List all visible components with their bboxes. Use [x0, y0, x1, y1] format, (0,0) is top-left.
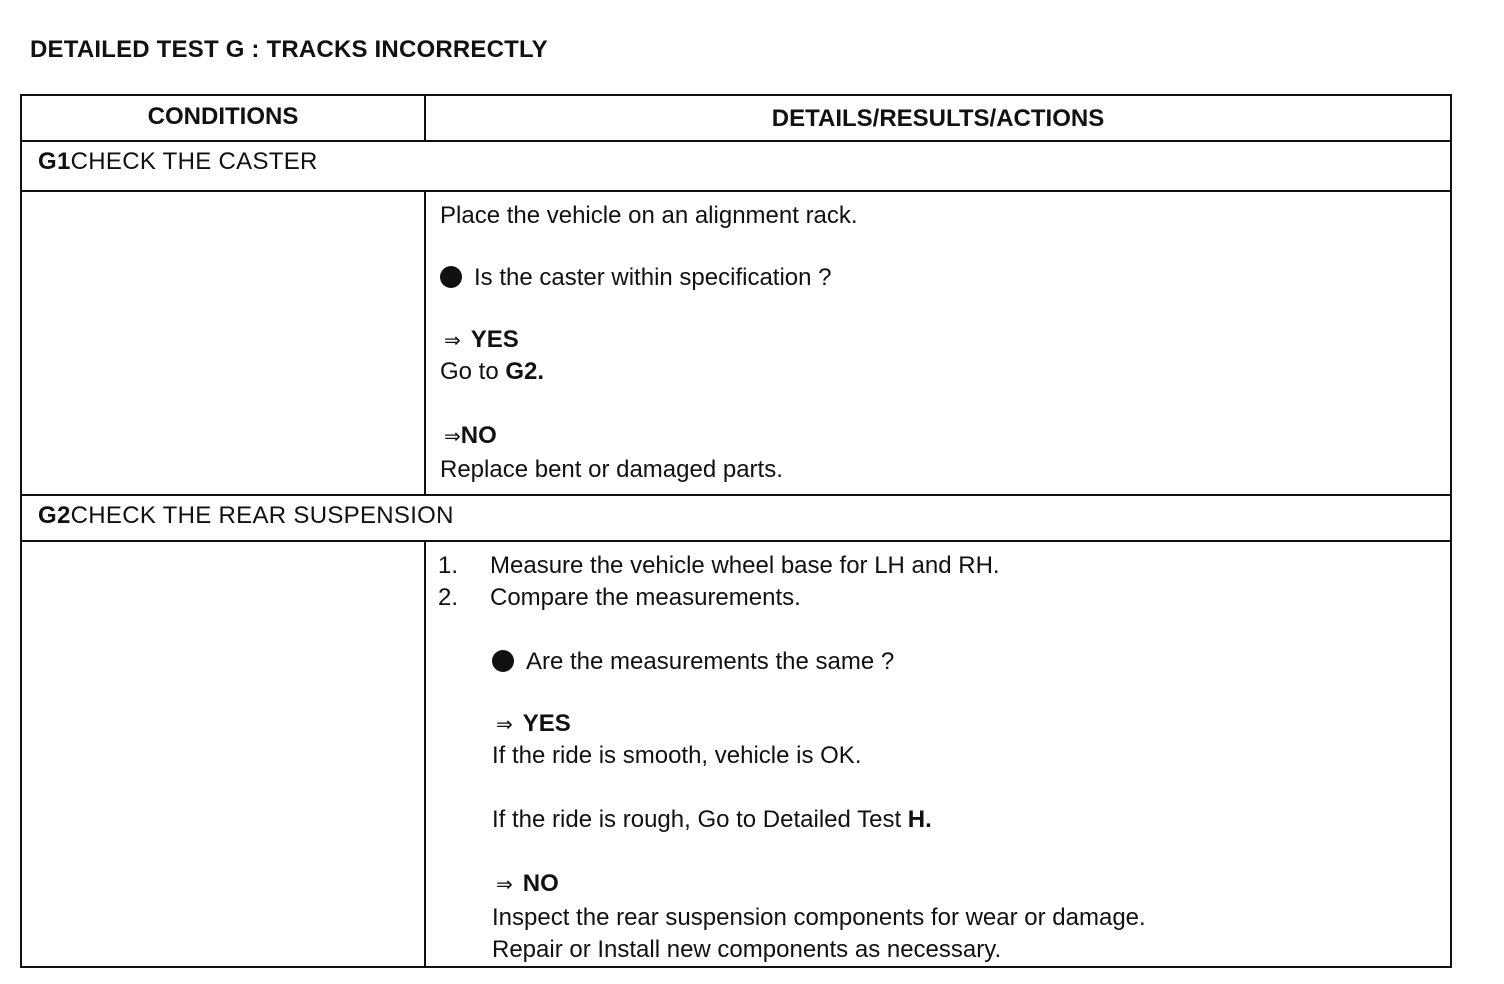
step-g1-details-cell — [426, 192, 1450, 494]
step-g2-yes-label: YES — [522, 710, 571, 737]
step-g1-yes-target: G2. — [505, 358, 545, 385]
arrow-icon: ⇒ — [444, 330, 461, 352]
step-g2-conditions-cell — [22, 542, 426, 966]
bullet-icon — [440, 266, 462, 288]
step-g2-body-row — [22, 542, 1450, 966]
step-g1-id: G1 — [38, 148, 71, 175]
step-g1-title — [38, 148, 318, 176]
arrow-icon: ⇒ — [496, 874, 513, 896]
step-g2-question: Are the measurements the same ? — [526, 648, 895, 675]
step-g1-no-line — [444, 422, 497, 450]
step-g2-no-label: NO — [522, 870, 559, 897]
step-g2-yes-action-2-target: H. — [907, 806, 932, 833]
step-g2-item-2-num: 2. — [438, 584, 459, 611]
page-title: DETAILED TEST G : TRACKS INCORRECTLY — [30, 36, 548, 63]
step-g2-details-cell — [426, 542, 1450, 966]
step-g1-body-row — [22, 192, 1450, 496]
step-g2-item-2-text: Compare the measurements. — [490, 584, 801, 611]
table-header — [22, 96, 1450, 142]
step-g1-no-label: NO — [460, 422, 497, 449]
step-g1-yes-line — [444, 326, 519, 354]
bullet-icon — [492, 650, 514, 672]
step-g1-yes-action — [440, 358, 544, 386]
step-g2-yes-line — [496, 710, 571, 738]
step-g1-instruction: Place the vehicle on an alignment rack. — [440, 202, 858, 229]
step-g1-yes-label: YES — [470, 326, 519, 353]
step-g2-no-action-1: Inspect the rear suspension components for wear or damage. — [492, 904, 1146, 931]
step-g2-label: CHECK THE REAR SUSPENSION — [70, 502, 454, 529]
step-g2-item-1-text: Measure the vehicle wheel base for LH and RH. — [490, 552, 1000, 579]
step-g1-label: CHECK THE CASTER — [70, 148, 318, 175]
step-g1-yes-prefix: Go to — [440, 358, 499, 385]
step-g2-yes-action-1: If the ride is smooth, vehicle is OK. — [492, 742, 862, 769]
step-g1-question-line — [440, 264, 832, 292]
step-g2-id: G2 — [38, 502, 71, 529]
step-g2-yes-action-2-prefix: If the ride is rough, Go to Detailed Test — [492, 806, 902, 833]
step-g1-title-row — [22, 142, 1450, 192]
conditions-header: CONDITIONS — [22, 96, 426, 140]
step-g2-no-action-2: Repair or Install new components as necessary. — [492, 936, 1002, 963]
step-g1-conditions-cell — [22, 192, 426, 494]
step-g2-question-line — [492, 648, 894, 676]
step-g2-title-row — [22, 496, 1450, 542]
diagnostic-table — [20, 94, 1452, 968]
arrow-icon: ⇒ — [496, 714, 513, 736]
list-item — [438, 584, 801, 612]
list-item — [438, 552, 1000, 580]
step-g2-no-line — [496, 870, 559, 898]
step-g2-item-1-num: 1. — [438, 552, 459, 579]
step-g2-yes-action-2 — [492, 806, 932, 834]
details-header: DETAILS/RESULTS/ACTIONS — [771, 105, 1105, 132]
step-g1-question: Is the caster within specification ? — [474, 264, 832, 291]
step-g1-no-action: Replace bent or damaged parts. — [440, 456, 783, 483]
arrow-icon: ⇒ — [444, 426, 461, 448]
step-g2-title — [38, 502, 454, 530]
